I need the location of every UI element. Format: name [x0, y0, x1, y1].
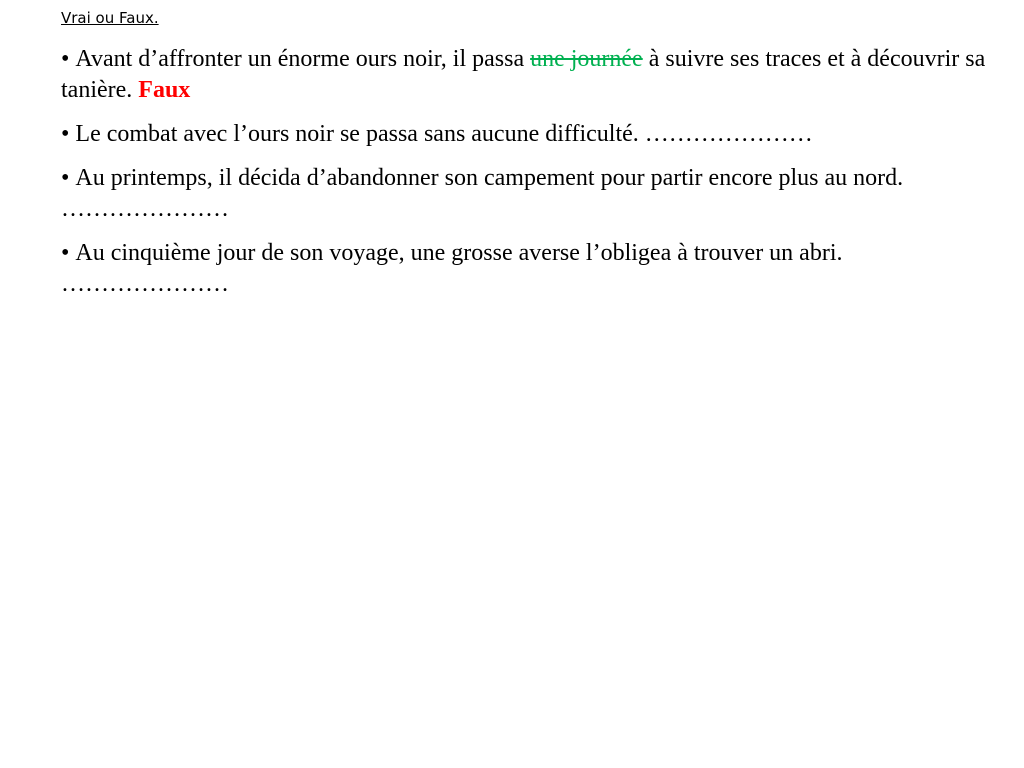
bullet-marker: •	[61, 121, 70, 147]
statement-2	[61, 119, 1016, 150]
bullet-marker: •	[61, 240, 70, 266]
statement-1-answer: Faux	[138, 77, 191, 103]
statement-1-struck-text: une journée	[530, 46, 643, 72]
statement-list	[61, 44, 1016, 313]
statement-4-answer-blank: …………………	[61, 271, 229, 297]
statement-4-text: Au cinquième jour de son voyage, une grosse averse l’obligea à trouver un abri.	[75, 240, 843, 266]
bullet-marker: •	[61, 46, 70, 72]
statement-2-text: Le combat avec l’ours noir se passa sans aucune difficulté.	[75, 121, 645, 147]
statement-4	[61, 238, 1016, 300]
statement-1-text-before: Avant d’affronter un énorme ours noir, il passa	[75, 46, 531, 72]
statement-3	[61, 163, 1016, 225]
statement-3-text: Au printemps, il décida d’abandonner son campement pour partir encore plus au nord.	[75, 165, 904, 191]
statement-3-answer-blank: …………………	[61, 196, 229, 222]
statement-2-answer-blank: …………………	[644, 121, 813, 147]
slide-heading: Vrai ou Faux.	[61, 9, 159, 27]
statement-1	[61, 44, 1016, 106]
bullet-marker: •	[61, 165, 70, 191]
statement-1-text-after: à suivre ses traces et à découvrir sa tanière.	[61, 46, 986, 103]
